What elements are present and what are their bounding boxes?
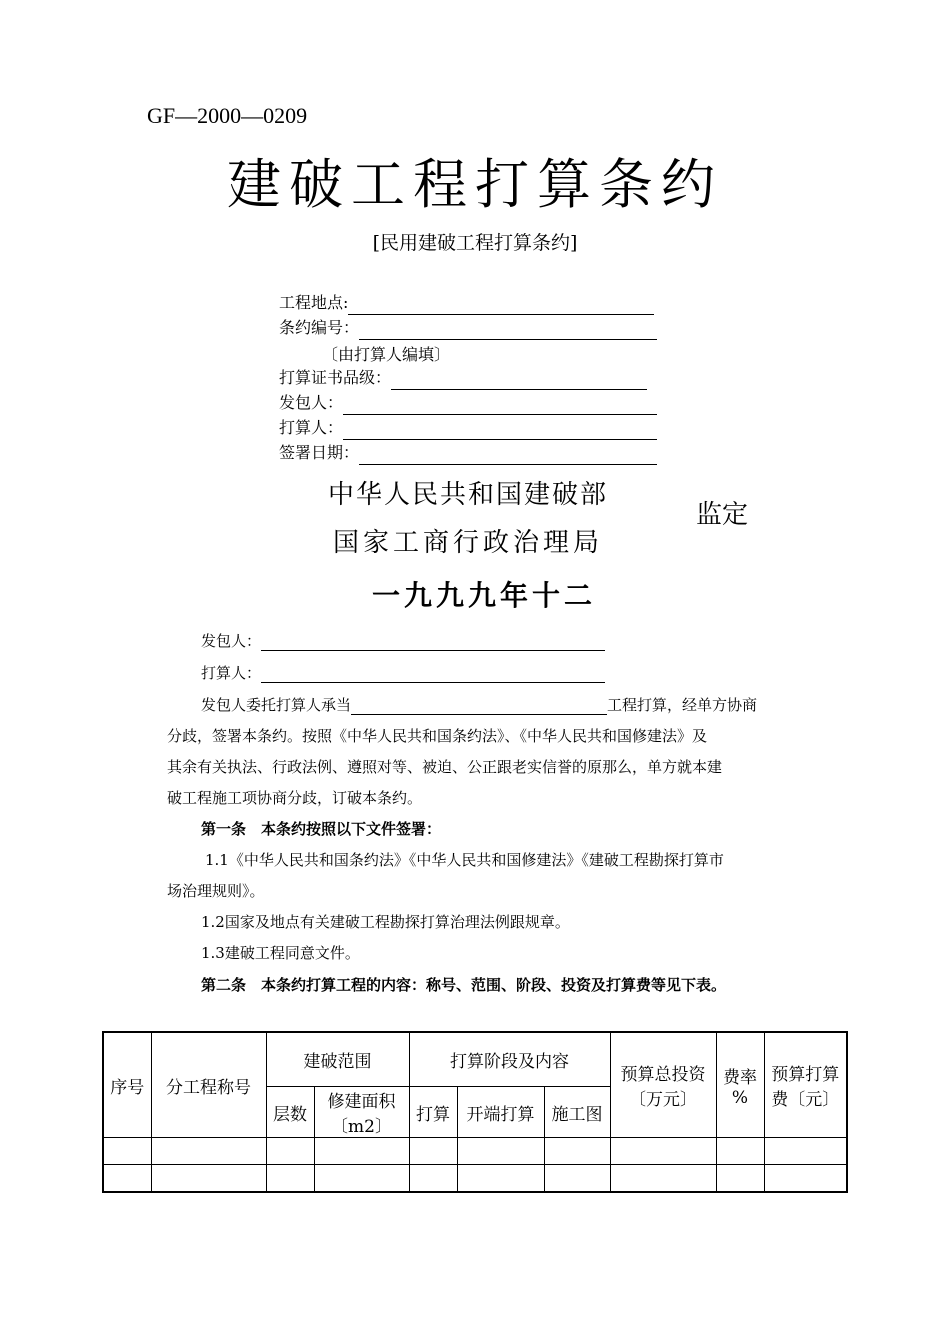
header-area-line-2: 〔m2〕 bbox=[331, 1117, 392, 1137]
field-sign-date-line bbox=[359, 446, 657, 465]
p1-end-text: 工程打算，经单方协商 bbox=[607, 696, 758, 714]
field-sign-date bbox=[279, 441, 657, 465]
article-1-1-line-1: 1.1《中华人民共和国条约法》《中华人民共和国修建法》《建破工程勘探打算市 bbox=[205, 851, 724, 869]
header-seq: 序号 bbox=[103, 1032, 151, 1138]
header-subproject-name: 分工程称号 bbox=[151, 1032, 266, 1138]
paragraph-1-line-3: 其余有关执法、行政法例、遵照对等、被迫、公正跟老实信誉的原那么，单方就本建 bbox=[167, 758, 723, 776]
header-budget-line-2: 〔万元〕 bbox=[629, 1090, 697, 1110]
field-contract-no-label: 条约编号： bbox=[279, 318, 360, 337]
header-area-line-1: 修建面积 bbox=[327, 1092, 396, 1112]
paragraph-1-line-2: 分歧，签署本条约。按照《中华人民共和国条约法》、《中华人民共和国修建法》及 bbox=[167, 727, 708, 745]
field-location-line bbox=[348, 296, 654, 315]
field-cert-level-label: 打算证书品级： bbox=[279, 368, 392, 387]
article-2-heading: 第二条 本条约打算工程的内容：称号、范围、阶段、投资及打算费等见下表。 bbox=[201, 976, 727, 994]
field-sign-date-label: 签署日期： bbox=[279, 443, 360, 462]
p1-start-text: 发包人委托打算人承当 bbox=[201, 696, 352, 714]
header-fee-line-1: 预算打算 bbox=[771, 1065, 840, 1085]
article-1-heading: 第一条 本条约按照以下文件签署： bbox=[201, 820, 442, 838]
field-client-label: 发包人： bbox=[279, 393, 344, 412]
header-design: 打算 bbox=[409, 1087, 457, 1138]
paragraph-1-line-4: 破工程施工项协商分歧，订破本条约。 bbox=[167, 789, 423, 807]
field-contract-note: 〔由打算人编填〕 bbox=[322, 345, 451, 364]
field-designer-line bbox=[343, 421, 657, 440]
document-subtitle: [民用建破工程打算条约] bbox=[372, 232, 578, 254]
article-1-1-line-2: 场治理规则》。 bbox=[167, 882, 265, 900]
field-location-label: 工程地点: bbox=[279, 293, 349, 312]
field-contract-no bbox=[279, 316, 657, 340]
party-client-line bbox=[261, 634, 605, 651]
field-client-line bbox=[343, 396, 657, 415]
header-budget-line-1: 预算总投资 bbox=[620, 1065, 706, 1085]
header-scope: 建破范围 bbox=[266, 1032, 409, 1087]
supervise-label: 监定 bbox=[696, 500, 749, 530]
header-stage: 打算阶段及内容 bbox=[409, 1032, 610, 1087]
issuer-ministry: 中华人民共和国建破部 bbox=[328, 480, 609, 510]
table-row bbox=[103, 1165, 847, 1193]
issue-date: 一九九九年十二 bbox=[372, 579, 597, 612]
field-designer bbox=[279, 416, 657, 440]
field-client bbox=[279, 391, 657, 415]
field-cert-level-line bbox=[391, 371, 647, 390]
header-floors: 层数 bbox=[266, 1087, 314, 1138]
header-construction-drawing: 施工图 bbox=[544, 1087, 610, 1138]
header-fee bbox=[764, 1032, 847, 1138]
party-client-label: 发包人： bbox=[201, 632, 262, 650]
header-budget bbox=[610, 1032, 716, 1138]
article-1-3: 1.3建破工程同意文件。 bbox=[201, 944, 360, 962]
table-row bbox=[103, 1138, 847, 1165]
header-initial-design: 开端打算 bbox=[457, 1087, 544, 1138]
header-rate-line-1: 费率 bbox=[723, 1067, 757, 1088]
header-rate-line-2: % bbox=[731, 1087, 749, 1108]
party-client bbox=[201, 630, 605, 651]
header-area bbox=[314, 1087, 409, 1138]
header-rate bbox=[716, 1032, 764, 1138]
field-contract-no-line bbox=[359, 321, 657, 340]
party-designer-line bbox=[261, 666, 605, 683]
document-title: 建破工程打算条约 bbox=[227, 153, 723, 216]
field-designer-label: 打算人： bbox=[279, 418, 344, 437]
project-table bbox=[102, 1031, 848, 1193]
paragraph-1-line-1 bbox=[201, 694, 757, 715]
article-1-2: 1.2国家及地点有关建破工程勘探打算治理法例跟规章。 bbox=[201, 913, 570, 931]
field-cert-level bbox=[279, 366, 647, 390]
party-designer bbox=[201, 662, 605, 683]
field-location bbox=[279, 291, 654, 315]
document-code: GF—2000—0209 bbox=[147, 103, 308, 128]
party-designer-label: 打算人： bbox=[201, 664, 262, 682]
p1-project-line bbox=[351, 698, 607, 715]
issuer-administration: 国家工商行政治理局 bbox=[333, 528, 604, 558]
header-fee-line-2: 费〔元〕 bbox=[771, 1090, 840, 1110]
